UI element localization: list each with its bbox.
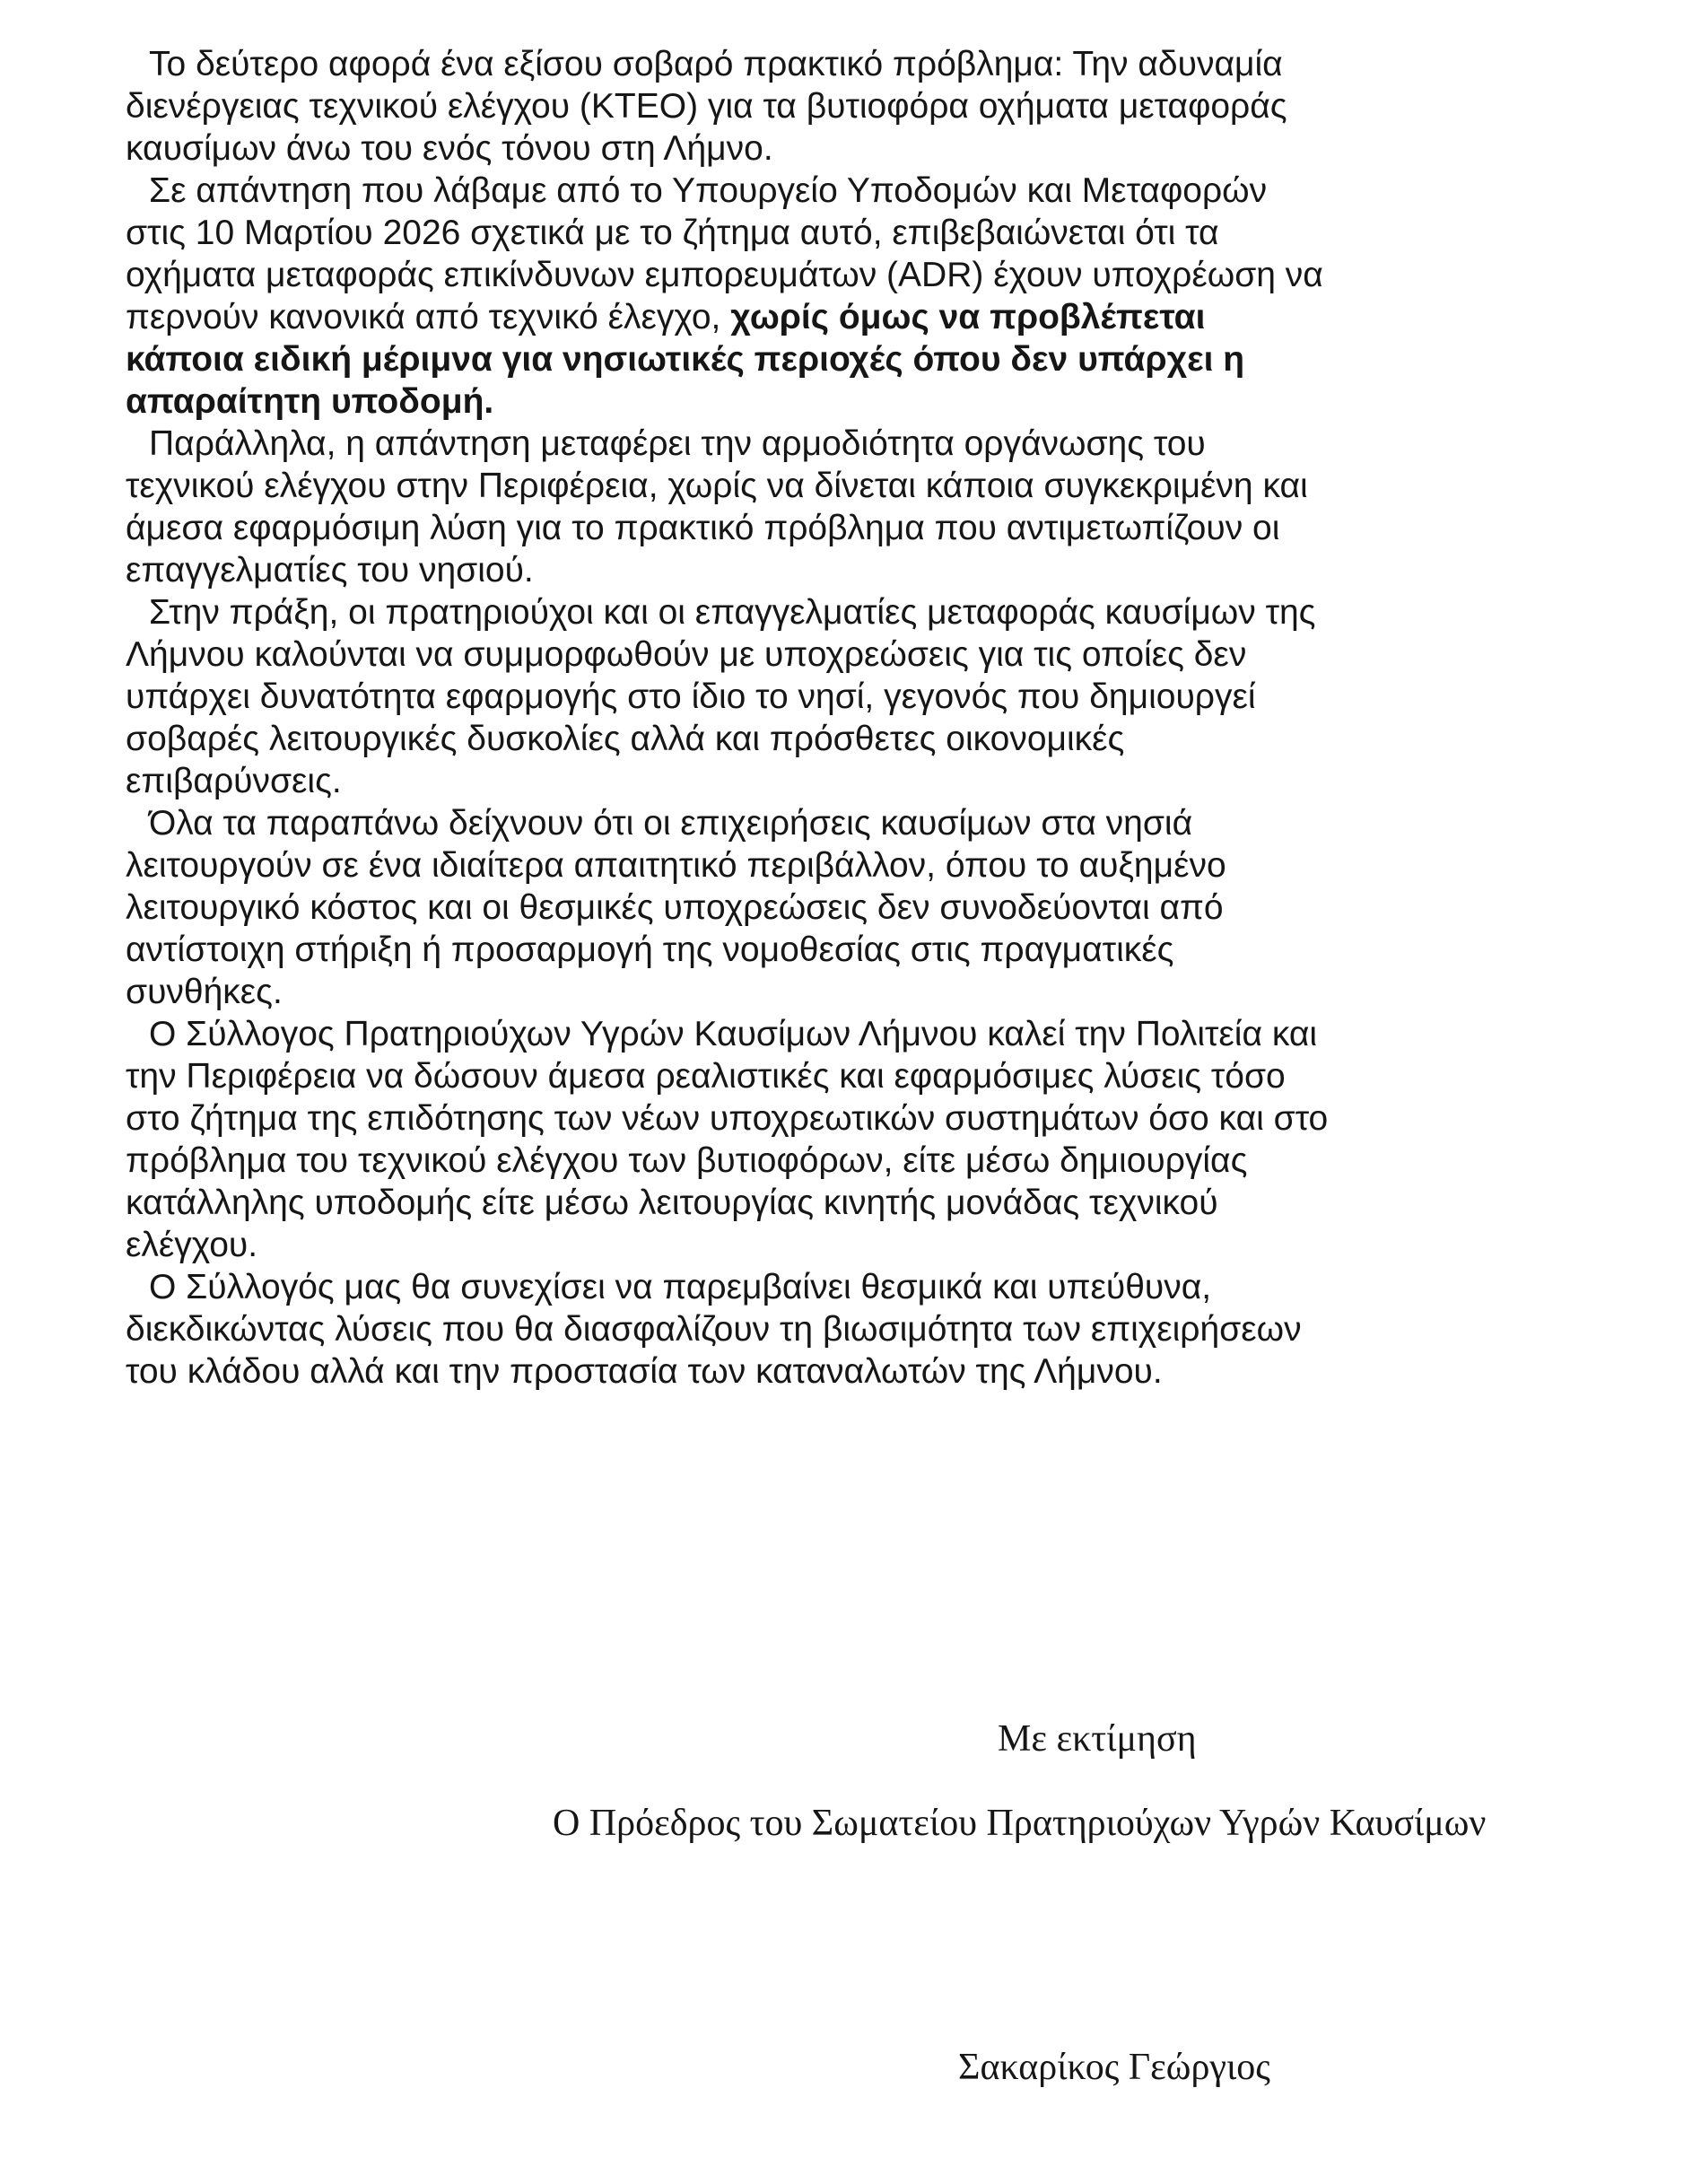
signatory-title: Ο Πρόεδρος του Σωματείου Πρατηριούχων Υγρών Καυσίμων — [553, 1803, 1487, 1844]
bold-text-segment: χωρίς όμως να προβλέπεται — [730, 298, 1206, 336]
text-line: λειτουργούν σε ένα ιδιαίτερα απαιτητικό περιβάλλον, όπου το αυξημένο — [126, 846, 1226, 885]
text-line: πρόβλημα του τεχνικού ελέγχου των βυτιοφόρων, είτε μέσω δημιουργίας — [126, 1141, 1248, 1180]
text-segment: περνούν κανονικά από τεχνικό έλεγχο, — [126, 298, 731, 336]
text-line: κατάλληλης υποδομής είτε μέσω λειτουργίας κινητής μονάδας τεχνικού — [126, 1184, 1218, 1222]
text-line: Λήμνου καλούνται να συμμορφωθούν με υποχρεώσεις για τις οποίες δεν — [126, 635, 1247, 674]
paragraph — [126, 170, 1328, 423]
text-line: αντίστοιχη στήριξη ή προσαρμογή της νομοθεσίας στις πραγματικές — [126, 930, 1174, 969]
text-line: οχήματα μεταφοράς επικίνδυνων εμπορευμάτων (ADR) έχουν υποχρέωση να — [126, 256, 1323, 294]
text-line: καυσίμων άνω του ενός τόνου στη Λήμνο. — [126, 129, 773, 168]
bold-text-line: απαραίτητη υποδομή. — [126, 382, 494, 421]
text-line: Σε απάντηση που λάβαμε από το Υπουργείο Υποδομών και Μεταφορών — [149, 171, 1268, 210]
text-line: Ο Σύλλογος Πρατηριούχων Υγρών Καυσίμων Λήμνου καλεί την Πολιτεία και — [149, 1015, 1318, 1053]
bold-text-line: κάποια ειδική μέριμνα για νησιωτικές περιοχές όπου δεν υπάρχει η — [126, 340, 1245, 379]
text-line: άμεσα εφαρμόσιμη λύση για το πρακτικό πρόβλημα που αντιμετωπίζουν οι — [126, 509, 1280, 547]
text-line: στις 10 Μαρτίου 2026 σχετικά με το ζήτημα αυτό, επιβεβαιώνεται ότι τα — [126, 214, 1219, 252]
paragraph — [126, 802, 1328, 1013]
paragraph — [126, 1013, 1328, 1266]
text-line: επιβαρύνσεις. — [126, 762, 342, 800]
text-line: επαγγελματίες του νησιού. — [126, 551, 534, 590]
paragraph — [126, 591, 1328, 802]
letter-body — [126, 43, 1328, 1393]
text-line: υπάρχει δυνατότητα εφαρμογής στο ίδιο το νησί, γεγονός που δημιουργεί — [126, 677, 1256, 716]
text-line: Παράλληλα, η απάντηση μεταφέρει την αρμοδιότητα οργάνωσης του — [149, 424, 1206, 463]
text-line: διενέργειας τεχνικού ελέγχου (ΚΤΕΟ) για τα βυτιοφόρα οχήματα μεταφοράς — [126, 87, 1287, 126]
text-line: Όλα τα παραπάνω δείχνουν ότι οι επιχειρήσεις καυσίμων στα νησιά — [149, 804, 1193, 843]
signatory-name: Σακαρίκος Γεώργιος — [958, 2047, 1270, 2088]
text-line: διεκδικώντας λύσεις που θα διασφαλίζουν τη βιωσιμότητα των επιχειρήσεων — [126, 1310, 1302, 1349]
paragraph — [126, 43, 1328, 170]
paragraph — [126, 1266, 1328, 1393]
text-line: Στην πράξη, οι πρατηριούχοι και οι επαγγελματίες μεταφοράς καυσίμων της — [149, 593, 1316, 632]
text-line — [126, 296, 1328, 338]
text-line: του κλάδου αλλά και την προστασία των καταναλωτών της Λήμνου. — [126, 1352, 1163, 1391]
text-line: λειτουργικό κόστος και οι θεσμικές υποχρεώσεις δεν συνοδεύονται από — [126, 888, 1224, 927]
text-line: συνθήκες. — [126, 973, 283, 1011]
text-line: την Περιφέρεια να δώσουν άμεσα ρεαλιστικές και εφαρμόσιμες λύσεις τόσο — [126, 1057, 1286, 1096]
text-line: Το δεύτερο αφορά ένα εξίσου σοβαρό πρακτικό πρόβλημα: Την αδυναμία — [149, 45, 1283, 83]
text-line: ελέγχου. — [126, 1226, 258, 1264]
text-line: τεχνικού ελέγχου στην Περιφέρεια, χωρίς να δίνεται κάποια συγκεκριμένη και — [126, 467, 1308, 505]
text-line: Ο Σύλλογός μας θα συνεχίσει να παρεμβαίνει θεσμικά και υπεύθυνα, — [149, 1268, 1212, 1306]
text-line: στο ζήτημα της επιδότησης των νέων υποχρεωτικών συστημάτων όσο και στο — [126, 1099, 1329, 1138]
paragraph — [126, 423, 1328, 591]
closing-salutation: Με εκτίμηση — [998, 1718, 1197, 1760]
text-line: σοβαρές λειτουργικές δυσκολίες αλλά και πρόσθετες οικονομικές — [126, 720, 1125, 758]
